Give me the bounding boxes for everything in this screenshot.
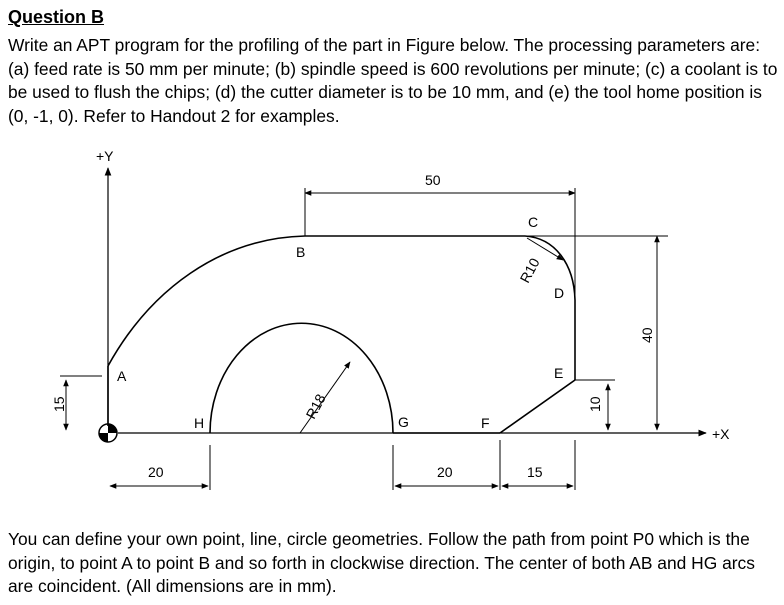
point-e: E bbox=[554, 365, 564, 381]
dim-bottom-mid: 20 bbox=[437, 464, 453, 480]
point-h: H bbox=[194, 415, 205, 431]
dim-inner-height: 10 bbox=[587, 396, 603, 412]
question-intro: Write an APT program for the profiling of the part in Figure below. The processing parameters are: (a) feed rate is 50 mm per minute; (b) spindle speed is 600 revolutions per minute; (c) a coolant is to be used to flush the chips; (d) the cutter diameter is to be 10 mm, and (e) the tool home position is (0, -1, 0). Refer to Handout 2 for examples. bbox=[8, 35, 778, 126]
origin-marker bbox=[99, 424, 117, 442]
point-c: C bbox=[528, 214, 539, 230]
dim-left-height: 15 bbox=[51, 396, 67, 412]
dim-bottom-right: 15 bbox=[527, 464, 543, 480]
dim-bottom-left: 20 bbox=[148, 464, 164, 480]
dim-top-width: 50 bbox=[425, 172, 441, 188]
point-f: F bbox=[481, 415, 490, 431]
point-a: A bbox=[117, 368, 127, 384]
x-axis-label: +X bbox=[712, 426, 730, 442]
dim-radius-large: R18 bbox=[302, 391, 329, 422]
question-title: Question B bbox=[8, 7, 105, 27]
dim-radius-small: R10 bbox=[516, 255, 543, 286]
question-outro: You can define your own point, line, circle geometries. Follow the path from point P0 which is the origin, to point A to point B and so forth in clockwise direction. The center of both AB and HG arcs are coincident. (All dimensions are in mm). bbox=[8, 529, 755, 596]
point-d: D bbox=[554, 285, 565, 301]
point-g: G bbox=[398, 414, 409, 430]
y-axis-label: +Y bbox=[96, 148, 114, 164]
dim-right-height: 40 bbox=[639, 327, 655, 343]
point-b: B bbox=[296, 244, 306, 260]
part-profile bbox=[108, 236, 575, 433]
